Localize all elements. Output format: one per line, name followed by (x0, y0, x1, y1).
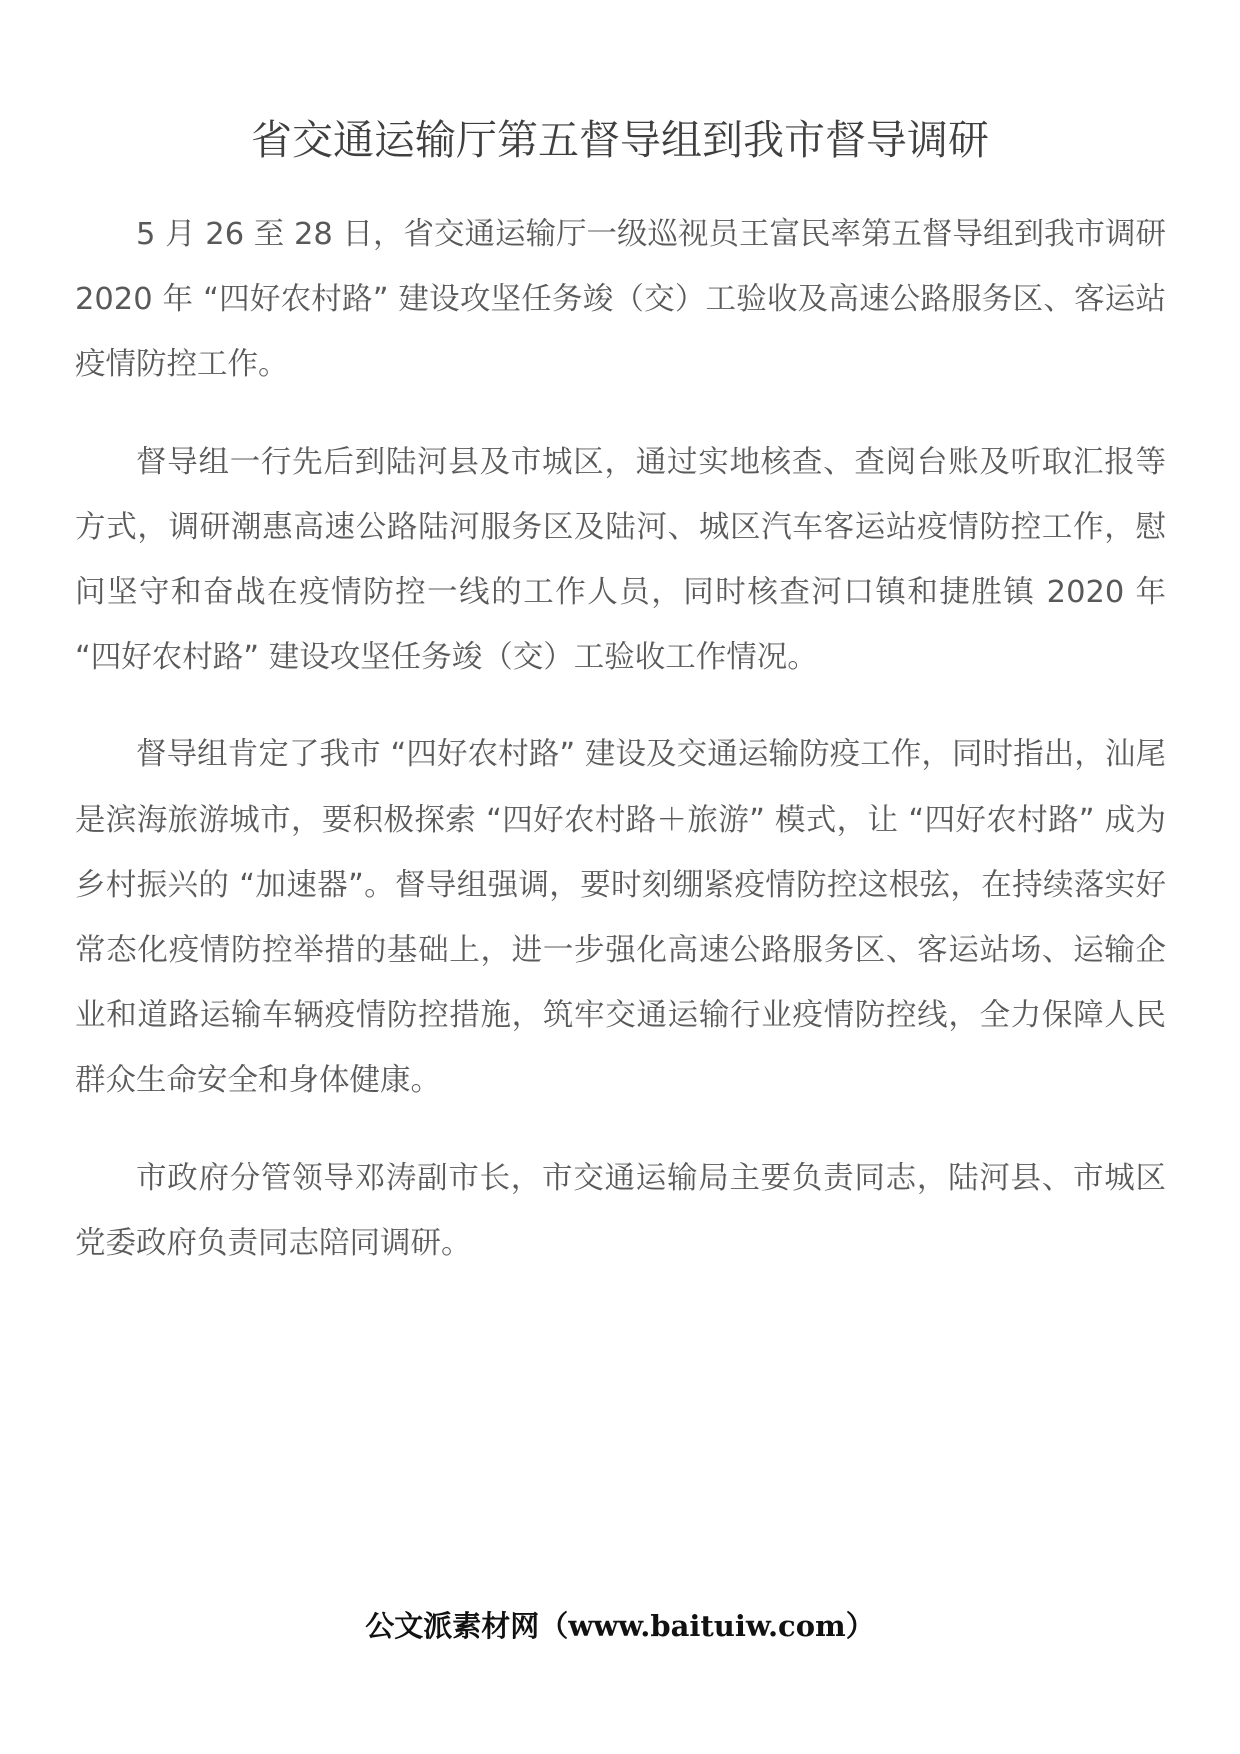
paragraph-3: 督导组肯定了我市 “四好农村路” 建设及交通运输防疫工作，同时指出，汕尾是滨海旅游城市，要积极探索 “四好农村路＋旅游” 模式，让 “四好农村路” 成为乡村振兴的 “加速器”。督导组强调，要时刻绷紧疫情防控这根弦，在持续落实好常态化疫情防控举措的基础上，进一步强化高速公路服务区、客运站场、运输企业和道路运输车辆疫情防控措施，筑牢交通运输行业疫情防控线，全力保障人民群众生命安全和身体健康。 (75, 737, 1166, 1099)
paragraph-2: 督导组一行先后到陆河县及市城区，通过实地核查、查阅台账及听取汇报等方式，调研潮惠高速公路陆河服务区及陆河、城区汽车客运站疫情防控工作，慰问坚守和奋战在疫情防控一线的工作人员，同时核查河口镇和捷胜镇 2020 年 “四好农村路” 建设攻坚任务竣（交）工验收工作情况。 (75, 444, 1166, 676)
footer-source-text: 公文派素材网（www.baituiw.com） (365, 1609, 875, 1643)
paragraph-1: 5 月 26 至 28 日，省交通运输厅一级巡视员王富民率第五督导组到我市调研 2020 年 “四好农村路” 建设攻坚任务竣（交）工验收及高速公路服务区、客运站疫情防控工作。 (75, 217, 1166, 383)
document-body (75, 202, 1166, 1308)
document-title: 省交通运输厅第五督导组到我市督导调研 (251, 116, 989, 164)
paragraph-4: 市政府分管领导邓涛副市长，市交通运输局主要负责同志，陆河县、市城区党委政府负责同志陪同调研。 (75, 1160, 1166, 1261)
